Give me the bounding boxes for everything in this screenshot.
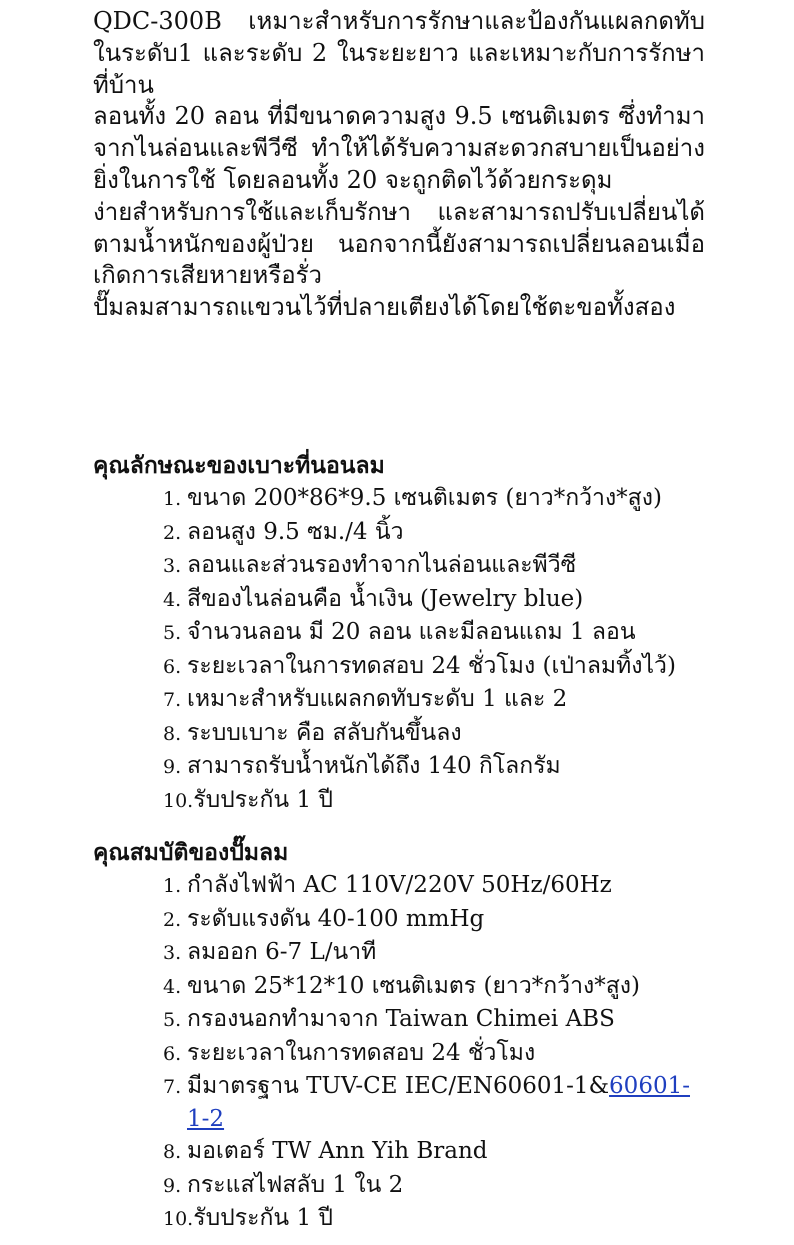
intro-text — [93, 6, 705, 324]
item-text: ระยะเวลาในการทดสอบ 24 ชั่วโมง (เป่าลมทิ้งไว้) — [187, 652, 676, 679]
item-text: สามารถรับน้ำหนักได้ถึง 140 กิโลกรัม — [187, 753, 561, 779]
item-number: 2. — [163, 908, 182, 931]
item-text — [187, 1070, 708, 1135]
item-number: 1. — [163, 488, 182, 510]
item-number: 9. — [163, 756, 182, 778]
intro-paragraph: ง่ายสำหรับการใช้และเก็บรักษา และสามารถปรับเปลี่ยนได้ตามน้ำหนักของผู้ป่วย นอกจากนี้ยังสามารถเปลี่ยนลอนเมื่อเกิดการเสียหายหรือรั่ว — [93, 197, 705, 290]
intro-paragraph: ปั๊มลมสามารถแขวนไว้ที่ปลายเตียงได้โดยใช้ตะขอทั้งสอง — [93, 293, 676, 322]
item-number: 7. — [163, 1076, 182, 1098]
pump-features-list — [163, 869, 708, 1236]
list-item — [163, 516, 708, 550]
list-item — [163, 549, 708, 583]
item-number: 2. — [163, 521, 182, 544]
list-item — [163, 869, 708, 903]
item-number: 3. — [163, 942, 182, 964]
item-text: ขนาด 200*86*9.5 เซนติเมตร (ยาว*กว้าง*สูง) — [187, 485, 662, 511]
intro-paragraph: QDC-300B เหมาะสำหรับการรักษาและป้องกันแผลกดทับในระดับ1 และระดับ 2 ในระยะยาว และเหมาะกับการรักษาที่บ้าน — [93, 7, 705, 99]
item-number: 5. — [163, 1009, 182, 1031]
list-item — [163, 1135, 708, 1169]
list-item — [163, 970, 708, 1004]
intro-paragraph: ลอนทั้ง 20 ลอน ที่มีขนาดความสูง 9.5 เซนติเมตร ซึ่งทำมาจากไนล่อนและพีวีซี ทำให้ได้รับความสะดวกสบายเป็นอย่างยิ่งในการใช้ โดยลอนทั้ง 20 จะถูกติดไว้ด้วยกระดุม — [93, 102, 705, 194]
item-number: 9. — [163, 1174, 182, 1197]
item-number: 6. — [163, 1042, 182, 1065]
list-item — [163, 1169, 708, 1203]
item-text: กำลังไฟฟ้า AC 110V/220V 50Hz/60Hz — [187, 872, 612, 898]
list-item — [163, 683, 708, 717]
list-item — [163, 1070, 708, 1135]
item-number: 10. — [163, 1208, 194, 1230]
item-text: ลอนและส่วนรองทำจากไนล่อนและพีวีซี — [187, 552, 577, 578]
list-item — [163, 784, 708, 818]
item-number: 7. — [163, 689, 182, 711]
item-text: จำนวนลอน มี 20 ลอน และมีลอนแถม 1 ลอน — [187, 619, 636, 645]
list-item — [163, 1003, 708, 1037]
item-text: เหมาะสำหรับแผลกดทับระดับ 1 และ 2 — [187, 686, 568, 712]
mattress-heading: คุณลักษณะของเบาะที่นอนลม — [93, 452, 385, 479]
item-number: 8. — [163, 722, 182, 745]
item-text: ระดับแรงดัน 40-100 mmHg — [187, 905, 485, 932]
list-item — [163, 650, 708, 684]
list-item — [163, 750, 708, 784]
standard-text: มีมาตรฐาน TUV-CE IEC/EN60601-1& — [187, 1073, 610, 1099]
list-item — [163, 482, 708, 516]
item-number: 4. — [163, 588, 182, 611]
list-item — [163, 1037, 708, 1071]
item-text: รับประกัน 1 ปี — [193, 1205, 333, 1231]
list-item — [163, 936, 708, 970]
list-item — [163, 717, 708, 751]
list-item — [163, 1202, 708, 1236]
item-text: ลมออก 6-7 L/นาที — [187, 939, 377, 965]
item-text: ลอนสูง 9.5 ซม./4 นิ้ว — [187, 518, 404, 545]
standard-link[interactable]: 60601-1-2 — [187, 1073, 690, 1132]
pump-heading: คุณสมบัติของปั๊มลม — [93, 839, 289, 866]
item-number: 4. — [163, 975, 182, 998]
item-number: 1. — [163, 875, 182, 897]
item-text: สีของไนล่อนคือ น้ำเงิน (Jewelry blue) — [187, 585, 584, 612]
item-text: กระแสไฟสลับ 1 ใน 2 — [187, 1171, 404, 1198]
list-item — [163, 903, 708, 937]
item-text: ระบบเบาะ คือ สลับกันขึ้นลง — [187, 719, 462, 746]
item-number: 5. — [163, 622, 182, 644]
mattress-features-list — [163, 482, 708, 817]
item-number: 3. — [163, 555, 182, 577]
list-item — [163, 616, 708, 650]
item-number: 10. — [163, 789, 194, 812]
item-text: ขนาด 25*12*10 เซนติเมตร (ยาว*กว้าง*สูง) — [187, 972, 640, 999]
item-text: กรองนอกทำมาจาก Taiwan Chimei ABS — [187, 1006, 615, 1032]
item-text: ระยะเวลาในการทดสอบ 24 ชั่วโมง — [187, 1039, 536, 1066]
item-number: 6. — [163, 655, 182, 678]
item-text: มอเตอร์ TW Ann Yih Brand — [187, 1138, 488, 1164]
list-item — [163, 583, 708, 617]
item-number: 8. — [163, 1141, 182, 1163]
item-text: รับประกัน 1 ปี — [193, 786, 333, 813]
